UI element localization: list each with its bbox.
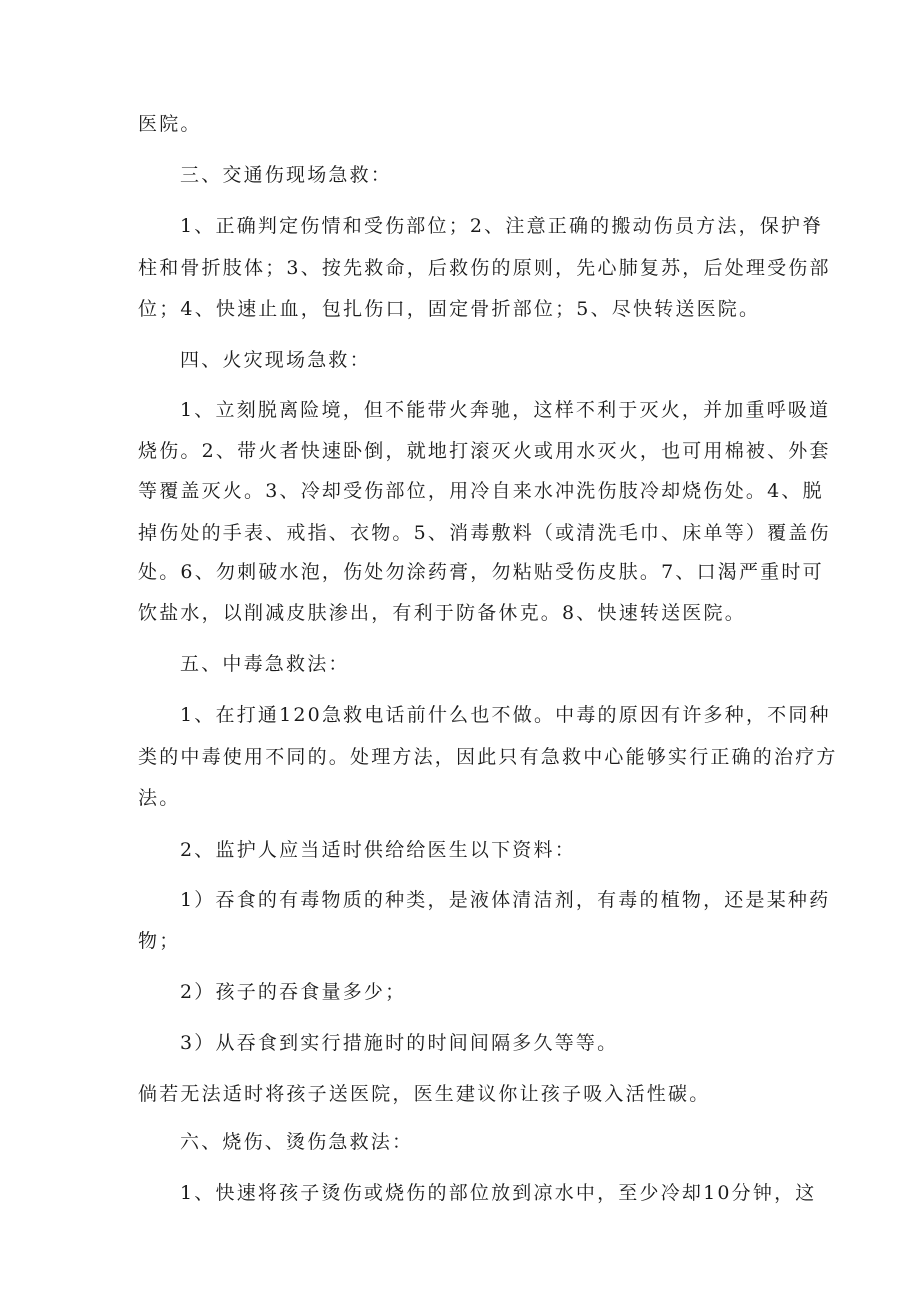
text-line: 烧伤。2、带火者快速卧倒，就地打滚灭火或用水灭火，也可用棉被、外套 [138, 440, 831, 462]
section-heading-burns: 六、烧伤、烫伤急救法： [180, 1131, 414, 1153]
section-heading-fire: 四、火灾现场急救： [180, 349, 371, 371]
text-line: 1、立刻脱离险境，但不能带火奔驰，这样不利于灭火，并加重呼吸道 [180, 399, 831, 421]
text-line: 1、正确判定伤情和受伤部位；2、注意正确的搬动伤员方法，保护脊 [180, 215, 824, 237]
text-line: 医院。 [138, 113, 202, 135]
text-line: 类的中毒使用不同的。处理方法，因此只有急救中心能够实行正确的治疗方 [138, 746, 838, 768]
text-line: 处。6、勿刺破水泡，伤处勿涂药膏，勿粘贴受伤皮肤。7、口渴严重时可 [138, 561, 824, 583]
text-line: 1、快速将孩子烫伤或烧伤的部位放到凉水中，至少冷却10分钟，这 [180, 1182, 817, 1204]
text-line: 等覆盖灭火。3、冷却受伤部位，用冷自来水冲洗伤肢冷却烧伤处。4、脱 [138, 480, 824, 502]
text-line: 法。 [138, 787, 181, 809]
text-line: 位；4、快速止血，包扎伤口，固定骨折部位；5、尽快转送医院。 [138, 298, 761, 320]
text-line: 2、监护人应当适时供给给医生以下资料： [180, 839, 576, 861]
section-heading-traffic: 三、交通伤现场急救： [180, 164, 393, 186]
text-line: 1）吞食的有毒物质的种类，是液体清洁剂，有毒的植物，还是某种药 [180, 889, 831, 911]
section-heading-poisoning: 五、中毒急救法： [180, 653, 350, 675]
text-line: 2）孩子的吞食量多少； [180, 981, 407, 1003]
text-line: 掉伤处的手表、戒指、衣物。5、消毒敷料（或清洗毛巾、床单等）覆盖伤 [138, 522, 831, 544]
text-line: 柱和骨折肢体；3、按先救命，后救伤的原则，先心肺复苏，后处理受伤部 [138, 257, 831, 279]
text-line: 倘若无法适时将孩子送医院，医生建议你让孩子吸入活性碳。 [138, 1083, 711, 1105]
text-line: 物； [138, 930, 181, 952]
text-line: 3）从吞食到实行措施时的时间间隔多久等等。 [180, 1032, 619, 1054]
text-line: 饮盐水，以削减皮肤渗出，有利于防备休克。8、快速转送医院。 [138, 602, 746, 624]
text-line: 1、在打通120急救电话前什么也不做。中毒的原因有许多种，不同种 [180, 704, 831, 726]
